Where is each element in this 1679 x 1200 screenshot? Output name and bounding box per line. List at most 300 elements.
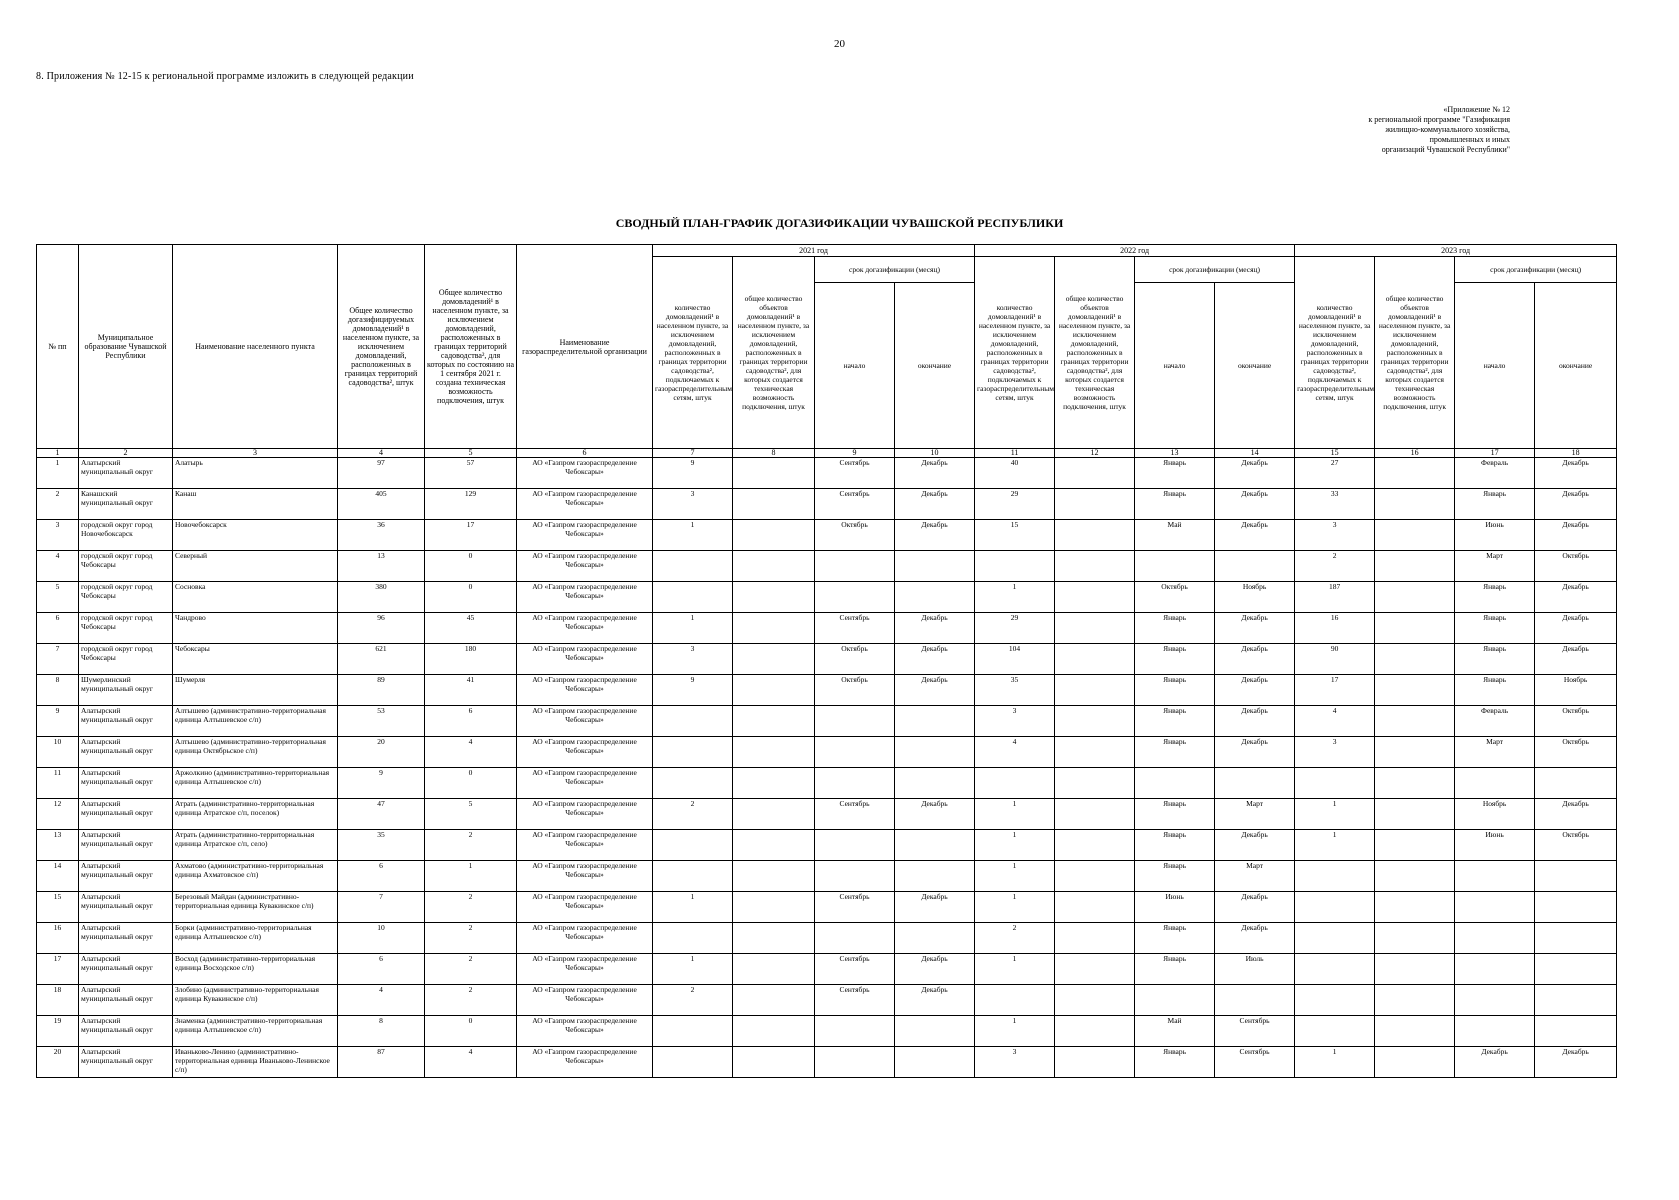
cell-c13 — [1135, 985, 1215, 1016]
cell-c13: Январь — [1135, 613, 1215, 644]
table-row — [37, 830, 1617, 861]
cell-c11: 1 — [975, 861, 1055, 892]
cell-c8 — [733, 985, 815, 1016]
cell-c9: Сентябрь — [815, 954, 895, 985]
cell-c8 — [733, 954, 815, 985]
cell-c10 — [895, 582, 975, 613]
cell-c14: Декабрь — [1215, 489, 1295, 520]
cell-c12 — [1055, 830, 1135, 861]
cell-n: 9 — [37, 706, 79, 737]
page-number: 20 — [834, 38, 845, 50]
cell-c12 — [1055, 458, 1135, 489]
cell-settle: Знаменка (административно-территориальная единица Алтышевское с/п) — [173, 1016, 338, 1047]
cell-c9: Сентябрь — [815, 489, 895, 520]
cell-n: 14 — [37, 861, 79, 892]
cell-c8 — [733, 706, 815, 737]
cell-c7: 1 — [653, 954, 733, 985]
table-row — [37, 706, 1617, 737]
cell-c7 — [653, 737, 733, 768]
cell-c11: 3 — [975, 1047, 1055, 1078]
cell-c13: Январь — [1135, 737, 1215, 768]
header-qty-2021: количество домовладений¹ в населенном пункте, за исключением домовладений, расположенных в границах территории садоводства², подключаемых к газораспределительным сетям, штук — [653, 257, 733, 449]
cell-n: 17 — [37, 954, 79, 985]
cell-c5: 129 — [425, 489, 517, 520]
cell-c14: Сентябрь — [1215, 1016, 1295, 1047]
cell-c14: Декабрь — [1215, 892, 1295, 923]
appendix-note — [1290, 105, 1510, 155]
cell-settle: Злобино (административно-территориальная единица Кувакинское с/п) — [173, 985, 338, 1016]
cell-mun: Канашский муниципальный округ — [79, 489, 173, 520]
cell-c5: 0 — [425, 582, 517, 613]
cell-c10 — [895, 737, 975, 768]
cell-c15 — [1295, 1016, 1375, 1047]
cell-mun: Алатырский муниципальный округ — [79, 892, 173, 923]
cell-c5: 41 — [425, 675, 517, 706]
cell-c15: 3 — [1295, 737, 1375, 768]
cell-c5: 57 — [425, 458, 517, 489]
cell-c18: Декабрь — [1535, 1047, 1617, 1078]
cell-c8 — [733, 489, 815, 520]
cell-n: 13 — [37, 830, 79, 861]
column-number: 11 — [975, 449, 1055, 458]
cell-c17: Декабрь — [1455, 1047, 1535, 1078]
cell-c4: 10 — [338, 923, 425, 954]
table-row — [37, 644, 1617, 675]
cell-c14: Июль — [1215, 954, 1295, 985]
cell-c18: Ноябрь — [1535, 675, 1617, 706]
cell-c5: 5 — [425, 799, 517, 830]
cell-c10 — [895, 768, 975, 799]
cell-n: 1 — [37, 458, 79, 489]
header-period-2022: срок догазификации (месяц) — [1135, 257, 1295, 283]
cell-c11: 3 — [975, 706, 1055, 737]
cell-c18: Октябрь — [1535, 551, 1617, 582]
cell-c10: Декабрь — [895, 458, 975, 489]
cell-n: 15 — [37, 892, 79, 923]
cell-c12 — [1055, 644, 1135, 675]
cell-c8 — [733, 799, 815, 830]
cell-c9 — [815, 737, 895, 768]
cell-c14: Март — [1215, 861, 1295, 892]
header-period-2023: срок догазификации (месяц) — [1455, 257, 1617, 283]
cell-c17 — [1455, 923, 1535, 954]
cell-c4: 47 — [338, 799, 425, 830]
column-number: 6 — [517, 449, 653, 458]
cell-settle: Северный — [173, 551, 338, 582]
cell-mun: Шумерлинский муниципальный округ — [79, 675, 173, 706]
table-row — [37, 892, 1617, 923]
cell-c7: 3 — [653, 489, 733, 520]
cell-c16 — [1375, 644, 1455, 675]
cell-c5: 0 — [425, 768, 517, 799]
cell-c11 — [975, 768, 1055, 799]
cell-c13: Январь — [1135, 954, 1215, 985]
cell-c11: 1 — [975, 954, 1055, 985]
cell-c13: Январь — [1135, 489, 1215, 520]
cell-settle: Иваньково-Ленино (административно-территориальная единица Иваньково-Ленинское с/п) — [173, 1047, 338, 1078]
column-number: 9 — [815, 449, 895, 458]
cell-c13: Январь — [1135, 458, 1215, 489]
cell-c16 — [1375, 737, 1455, 768]
cell-c7 — [653, 551, 733, 582]
cell-org: АО «Газпром газораспределение Чебоксары» — [517, 706, 653, 737]
table-row — [37, 985, 1617, 1016]
cell-settle: Чандрово — [173, 613, 338, 644]
cell-c16 — [1375, 861, 1455, 892]
cell-c5: 0 — [425, 551, 517, 582]
cell-c9 — [815, 830, 895, 861]
column-number: 15 — [1295, 449, 1375, 458]
cell-mun: городской округ город Чебоксары — [79, 644, 173, 675]
cell-c15 — [1295, 923, 1375, 954]
cell-mun: Алатырский муниципальный округ — [79, 458, 173, 489]
cell-c18: Декабрь — [1535, 520, 1617, 551]
column-number-row — [37, 449, 1617, 458]
header-qty-2023: количество домовладений¹ в населенном пункте, за исключением домовладений, расположенных в границах территории садоводства², подключаемых к газораспределительным сетям, штук — [1295, 257, 1375, 449]
cell-c10 — [895, 923, 975, 954]
cell-c4: 87 — [338, 1047, 425, 1078]
cell-mun: городской округ город Новочебоксарск — [79, 520, 173, 551]
cell-c13: Октябрь — [1135, 582, 1215, 613]
cell-org: АО «Газпром газораспределение Чебоксары» — [517, 644, 653, 675]
cell-c8 — [733, 1016, 815, 1047]
cell-org: АО «Газпром газораспределение Чебоксары» — [517, 768, 653, 799]
cell-c8 — [733, 923, 815, 954]
cell-c9 — [815, 768, 895, 799]
cell-c9: Сентябрь — [815, 458, 895, 489]
cell-c13: Июнь — [1135, 892, 1215, 923]
cell-c8 — [733, 644, 815, 675]
cell-org: АО «Газпром газораспределение Чебоксары» — [517, 1016, 653, 1047]
cell-org: АО «Газпром газораспределение Чебоксары» — [517, 551, 653, 582]
cell-c14: Декабрь — [1215, 458, 1295, 489]
cell-org: АО «Газпром газораспределение Чебоксары» — [517, 520, 653, 551]
cell-c5: 2 — [425, 954, 517, 985]
cell-c11: 1 — [975, 1016, 1055, 1047]
cell-settle: Аржолкино (административно-территориальная единица Алтышевское с/п) — [173, 768, 338, 799]
cell-c5: 2 — [425, 830, 517, 861]
cell-c7 — [653, 830, 733, 861]
appendix-line: «Приложение № 12 — [1443, 105, 1510, 114]
cell-settle: Новочебоксарск — [173, 520, 338, 551]
cell-c7: 3 — [653, 644, 733, 675]
table-row — [37, 1047, 1617, 1078]
cell-c16 — [1375, 706, 1455, 737]
header-total-capable: Общее количество домовладений¹ в населенном пункте, за исключением домовладений, расположенных в границах территорий садоводства², для которых по состоянию на 1 сентября 2021 г. создана техническая возможность подключения, штук — [425, 245, 517, 449]
cell-c8 — [733, 458, 815, 489]
cell-c9: Октябрь — [815, 644, 895, 675]
cell-mun: Алатырский муниципальный округ — [79, 706, 173, 737]
header-objects-2022: общее количество объектов домовладений¹ в населенном пункте, за исключением домовладений, расположенных в границах территории садоводства², для которых создается техническая возможность подключения, штук — [1055, 257, 1135, 449]
cell-c4: 380 — [338, 582, 425, 613]
cell-c14: Ноябрь — [1215, 582, 1295, 613]
cell-c5: 6 — [425, 706, 517, 737]
cell-c8 — [733, 613, 815, 644]
cell-c15: 90 — [1295, 644, 1375, 675]
cell-c17 — [1455, 892, 1535, 923]
cell-c16 — [1375, 1016, 1455, 1047]
cell-c14 — [1215, 768, 1295, 799]
cell-mun: Алатырский муниципальный округ — [79, 768, 173, 799]
cell-org: АО «Газпром газораспределение Чебоксары» — [517, 613, 653, 644]
cell-c16 — [1375, 954, 1455, 985]
cell-n: 18 — [37, 985, 79, 1016]
cell-c5: 0 — [425, 1016, 517, 1047]
cell-c17 — [1455, 954, 1535, 985]
cell-c5: 2 — [425, 892, 517, 923]
cell-c18: Декабрь — [1535, 799, 1617, 830]
cell-c11: 1 — [975, 830, 1055, 861]
header-end-2023: окончание — [1535, 283, 1617, 449]
cell-c17: Январь — [1455, 644, 1535, 675]
cell-c10: Декабрь — [895, 799, 975, 830]
cell-org: АО «Газпром газораспределение Чебоксары» — [517, 799, 653, 830]
cell-c9: Октябрь — [815, 675, 895, 706]
table-row — [37, 582, 1617, 613]
cell-c4: 96 — [338, 613, 425, 644]
cell-c13: Январь — [1135, 799, 1215, 830]
cell-c10 — [895, 1047, 975, 1078]
header-objects-2023: общее количество объектов домовладений¹ в населенном пункте, за исключением домовладений, расположенных в границах территории садоводства², для которых создается техническая возможность подключения, штук — [1375, 257, 1455, 449]
cell-n: 11 — [37, 768, 79, 799]
cell-c16 — [1375, 613, 1455, 644]
cell-settle: Борки (административно-территориальная единица Алтышевское с/п) — [173, 923, 338, 954]
cell-settle: Ахматово (административно-территориальная единица Ахматовское с/п) — [173, 861, 338, 892]
column-number: 14 — [1215, 449, 1295, 458]
cell-org: АО «Газпром газораспределение Чебоксары» — [517, 582, 653, 613]
cell-c8 — [733, 830, 815, 861]
table-row — [37, 923, 1617, 954]
cell-c13: Январь — [1135, 861, 1215, 892]
cell-c18: Декабрь — [1535, 644, 1617, 675]
cell-org: АО «Газпром газораспределение Чебоксары» — [517, 830, 653, 861]
cell-c18 — [1535, 861, 1617, 892]
cell-c15: 27 — [1295, 458, 1375, 489]
cell-c18 — [1535, 954, 1617, 985]
header-end-2022: окончание — [1215, 283, 1295, 449]
cell-mun: Алатырский муниципальный округ — [79, 985, 173, 1016]
cell-c15: 1 — [1295, 830, 1375, 861]
cell-c13: Май — [1135, 520, 1215, 551]
cell-settle: Алтышево (административно-территориальная единица Октябрьское с/п) — [173, 737, 338, 768]
cell-c11: 29 — [975, 613, 1055, 644]
cell-c11: 15 — [975, 520, 1055, 551]
document-title: СВОДНЫЙ ПЛАН-ГРАФИК ДОГАЗИФИКАЦИИ ЧУВАШСКОЙ РЕСПУБЛИКИ — [615, 216, 1064, 230]
cell-c16 — [1375, 489, 1455, 520]
cell-settle: Алтышево (административно-территориальная единица Алтышевское с/п) — [173, 706, 338, 737]
header-period-2021: срок догазификации (месяц) — [815, 257, 975, 283]
header-objects-2021: общее количество объектов домовладений¹ в населенном пункте, за исключением домовладений, расположенных в границах территории садоводства², для которых создается техническая возможность подключения, штук — [733, 257, 815, 449]
cell-c11: 104 — [975, 644, 1055, 675]
cell-c17: Февраль — [1455, 706, 1535, 737]
cell-c13: Январь — [1135, 1047, 1215, 1078]
cell-c4: 89 — [338, 675, 425, 706]
cell-c5: 2 — [425, 923, 517, 954]
cell-c14: Декабрь — [1215, 923, 1295, 954]
cell-settle: Атрать (административно-территориальная единица Атратское с/п, село) — [173, 830, 338, 861]
cell-c15: 2 — [1295, 551, 1375, 582]
column-number: 7 — [653, 449, 733, 458]
cell-c5: 17 — [425, 520, 517, 551]
cell-n: 12 — [37, 799, 79, 830]
cell-c18: Декабрь — [1535, 582, 1617, 613]
cell-c14: Сентябрь — [1215, 1047, 1295, 1078]
cell-c17: Июнь — [1455, 520, 1535, 551]
cell-c12 — [1055, 706, 1135, 737]
cell-c7: 9 — [653, 458, 733, 489]
column-number: 4 — [338, 449, 425, 458]
cell-c16 — [1375, 892, 1455, 923]
cell-c12 — [1055, 861, 1135, 892]
cell-c5: 45 — [425, 613, 517, 644]
cell-n: 10 — [37, 737, 79, 768]
cell-c10 — [895, 551, 975, 582]
cell-n: 8 — [37, 675, 79, 706]
cell-org: АО «Газпром газораспределение Чебоксары» — [517, 892, 653, 923]
cell-mun: Алатырский муниципальный округ — [79, 1016, 173, 1047]
cell-settle: Чебоксары — [173, 644, 338, 675]
cell-c17 — [1455, 1016, 1535, 1047]
cell-c12 — [1055, 985, 1135, 1016]
cell-c4: 53 — [338, 706, 425, 737]
cell-c9: Сентябрь — [815, 985, 895, 1016]
header-start-2022: начало — [1135, 283, 1215, 449]
cell-c17: Январь — [1455, 582, 1535, 613]
cell-n: 7 — [37, 644, 79, 675]
cell-c16 — [1375, 458, 1455, 489]
cell-c5: 1 — [425, 861, 517, 892]
cell-c18: Октябрь — [1535, 737, 1617, 768]
column-number: 18 — [1535, 449, 1617, 458]
cell-c10: Декабрь — [895, 613, 975, 644]
appendix-line: промышленных и иных — [1429, 135, 1510, 144]
column-number: 16 — [1375, 449, 1455, 458]
cell-c8 — [733, 1047, 815, 1078]
cell-settle: Шумерля — [173, 675, 338, 706]
cell-mun: Алатырский муниципальный округ — [79, 954, 173, 985]
cell-c4: 97 — [338, 458, 425, 489]
cell-c9: Сентябрь — [815, 799, 895, 830]
cell-c4: 6 — [338, 861, 425, 892]
cell-c12 — [1055, 737, 1135, 768]
cell-c13 — [1135, 551, 1215, 582]
cell-c15: 17 — [1295, 675, 1375, 706]
cell-org: АО «Газпром газораспределение Чебоксары» — [517, 737, 653, 768]
table-row — [37, 489, 1617, 520]
cell-c16 — [1375, 1047, 1455, 1078]
cell-c7: 2 — [653, 799, 733, 830]
header-total-gasified: Общее количество догазифицируемых домовладений¹ в населенном пункте, за исключением домовладений, расположенных в границах территорий садоводства², штук — [338, 245, 425, 449]
cell-c4: 4 — [338, 985, 425, 1016]
cell-c10: Декабрь — [895, 675, 975, 706]
cell-c18 — [1535, 923, 1617, 954]
cell-c12 — [1055, 1047, 1135, 1078]
cell-c10: Декабрь — [895, 892, 975, 923]
cell-n: 20 — [37, 1047, 79, 1078]
cell-n: 16 — [37, 923, 79, 954]
header-year-2021: 2021 год — [653, 245, 975, 257]
cell-c8 — [733, 675, 815, 706]
cell-c13 — [1135, 768, 1215, 799]
cell-c7: 1 — [653, 613, 733, 644]
cell-c11: 2 — [975, 923, 1055, 954]
cell-c9 — [815, 861, 895, 892]
cell-c12 — [1055, 520, 1135, 551]
cell-c14: Декабрь — [1215, 644, 1295, 675]
cell-c14: Декабрь — [1215, 613, 1295, 644]
column-number: 3 — [173, 449, 338, 458]
cell-c7 — [653, 1047, 733, 1078]
cell-mun: Алатырский муниципальный округ — [79, 830, 173, 861]
cell-settle: Атрать (административно-территориальная единица Атратское с/п, поселок) — [173, 799, 338, 830]
cell-c16 — [1375, 985, 1455, 1016]
table-row — [37, 861, 1617, 892]
cell-c8 — [733, 551, 815, 582]
cell-c8 — [733, 737, 815, 768]
cell-c18 — [1535, 1016, 1617, 1047]
cell-c12 — [1055, 613, 1135, 644]
cell-org: АО «Газпром газораспределение Чебоксары» — [517, 985, 653, 1016]
header-municipality: Муниципальное образование Чувашской Республики — [79, 245, 173, 449]
cell-c9 — [815, 551, 895, 582]
cell-mun: городской округ город Чебоксары — [79, 613, 173, 644]
cell-c8 — [733, 768, 815, 799]
cell-c18: Октябрь — [1535, 706, 1617, 737]
table-row — [37, 520, 1617, 551]
cell-c11: 4 — [975, 737, 1055, 768]
cell-n: 2 — [37, 489, 79, 520]
cell-c8 — [733, 861, 815, 892]
column-number: 13 — [1135, 449, 1215, 458]
cell-c17 — [1455, 861, 1535, 892]
cell-c11 — [975, 985, 1055, 1016]
table-row — [37, 737, 1617, 768]
column-number: 10 — [895, 449, 975, 458]
cell-c15 — [1295, 861, 1375, 892]
cell-c16 — [1375, 520, 1455, 551]
cell-n: 5 — [37, 582, 79, 613]
table-row — [37, 613, 1617, 644]
column-number: 5 — [425, 449, 517, 458]
cell-c15: 187 — [1295, 582, 1375, 613]
cell-c9: Сентябрь — [815, 892, 895, 923]
cell-c9 — [815, 582, 895, 613]
cell-c16 — [1375, 799, 1455, 830]
table-row — [37, 675, 1617, 706]
cell-c17: Июнь — [1455, 830, 1535, 861]
table-row — [37, 799, 1617, 830]
header-start-2023: начало — [1455, 283, 1535, 449]
cell-c12 — [1055, 1016, 1135, 1047]
header-settlement: Наименование населенного пункта — [173, 245, 338, 449]
cell-c12 — [1055, 954, 1135, 985]
table-row — [37, 551, 1617, 582]
cell-c13: Январь — [1135, 706, 1215, 737]
cell-c15 — [1295, 892, 1375, 923]
cell-c4: 36 — [338, 520, 425, 551]
cell-c14 — [1215, 551, 1295, 582]
cell-c18: Октябрь — [1535, 830, 1617, 861]
cell-c7 — [653, 923, 733, 954]
cell-c4: 7 — [338, 892, 425, 923]
cell-c17: Январь — [1455, 675, 1535, 706]
cell-c16 — [1375, 582, 1455, 613]
cell-c14: Декабрь — [1215, 830, 1295, 861]
cell-c12 — [1055, 768, 1135, 799]
cell-c5: 4 — [425, 737, 517, 768]
cell-c8 — [733, 582, 815, 613]
cell-c4: 20 — [338, 737, 425, 768]
